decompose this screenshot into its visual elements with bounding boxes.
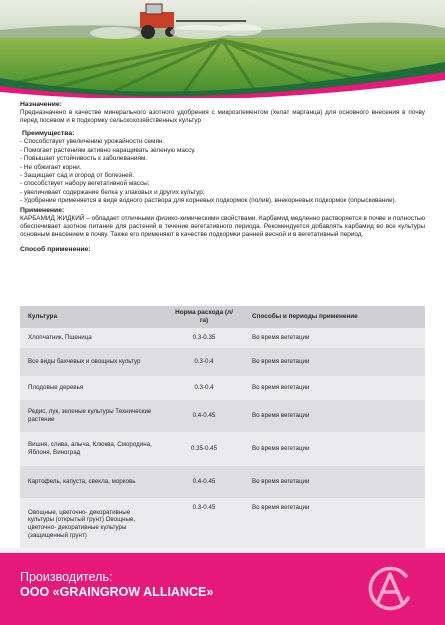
- table-cell-crop: Картофель, капуста, свекла, морковь: [20, 466, 164, 498]
- advantage-item: - увеличивает содержание белка у злаковых и других культур;: [20, 188, 205, 196]
- advantage-item: - Помогает растениям активно наращивать зеленую массу.: [20, 146, 196, 154]
- table-cell-crop: Вишня, слива, алыча, Клюква, Смородина, Яблоня, Виноград: [20, 432, 164, 466]
- table-cell-rate: 0.4-0.45: [164, 466, 244, 498]
- table-cell-rate: 0.3-0.45: [164, 498, 244, 550]
- manufacturer-name: ООО «GRAINGROW ALLIANCE»: [20, 585, 214, 599]
- table-row: [20, 400, 425, 432]
- application-text: КАРБАМИД ЖИДКИЙ – обладает отличными физико-химическими свойствами. Карбамид медленно растворяется в почве и полностью обеспечивает азотное питание для растений в течение вегетативного периода. Рекомендуется добавлять карбамид во все культуры основным внесением в почву. Также его применяют в качестве подкормки ранней весной и в вегетативный период.: [20, 214, 425, 239]
- advantage-item: - Способствует увеличению урожайности семян.: [20, 138, 165, 146]
- table-cell-crop: Овощные, цветочно- декоративные культуры (открытый грунт) Овощные, цветочно- декоративные культуры (защищенный грунт): [20, 498, 164, 550]
- table-cell-period: Во время вегетации: [244, 348, 425, 376]
- advantage-item: - способствует набору вегетативной массы;: [20, 180, 150, 188]
- header-photo: [0, 0, 445, 98]
- footer: [0, 548, 445, 625]
- application-table: [20, 306, 425, 550]
- advantage-item: - Защищает сад и огород от болезней.: [20, 172, 135, 180]
- table-cell-period: Во время вегетации: [244, 400, 425, 432]
- table-header-period: Способы и периоды применение: [244, 306, 425, 328]
- table-header-crop: Культура: [20, 306, 164, 328]
- footer-divider: [0, 548, 445, 553]
- table-header-rate: Норма расхода (л/га): [164, 306, 244, 328]
- table-cell-rate: 0.35-0.45: [164, 432, 244, 466]
- manufacturer-label: Производитель:: [20, 570, 113, 584]
- table-cell-crop: Редис, лук, зеленые культуры Технические растение: [20, 400, 164, 432]
- advantage-item: - Удобрение применяется в виде водного раствора для корневых подкормок (полив), внекорневых подкормок (опрыскивание).: [20, 197, 397, 205]
- method-title: Способ применение:: [20, 246, 91, 254]
- table-cell-rate: 0.3-0.4: [164, 376, 244, 400]
- table-row: [20, 498, 425, 550]
- table-row: [20, 432, 425, 466]
- table-cell-period: Во время вегетации: [244, 328, 425, 348]
- purpose-title: Назначение:: [20, 101, 62, 108]
- table-cell-period: Во время вегетации: [244, 432, 425, 466]
- advantage-item: - Повышает устойчивость к заболеваниям.: [20, 155, 148, 163]
- table-cell-crop: Хлопчатник, Пшеница: [20, 328, 164, 348]
- table-row: [20, 376, 425, 400]
- advantages-list: [20, 138, 425, 205]
- description-section: [20, 100, 425, 254]
- table-row: [20, 328, 425, 348]
- table-cell-period: Во время вегетации: [244, 498, 425, 550]
- table-cell-rate: 0.3-0.35: [164, 328, 244, 348]
- table-cell-period: Во время вегетации: [244, 466, 425, 498]
- table-cell-period: Во время вегетации: [244, 376, 425, 400]
- advantage-item: - Не обжигает корни.: [20, 163, 82, 171]
- ga-logo-icon: [366, 564, 414, 612]
- table-row: [20, 466, 425, 498]
- table-cell-crop: Плодовые деревья: [20, 376, 164, 400]
- table-cell-crop: Все виды бахчевых и овощных культур: [20, 348, 164, 376]
- purpose-text: Предназначено в качестве минерального азотного удобрения с микроэлементом (хелат марганца) для основного внесения в почву перед посевом и в подкормку сельскохозяйственных культур: [20, 109, 425, 125]
- advantages-title: Преимущества:: [22, 130, 75, 138]
- table-cell-rate: 0.3-0.4: [164, 348, 244, 376]
- table-row: [20, 348, 425, 376]
- table-cell-rate: 0.4-0.45: [164, 400, 244, 432]
- application-title: Применение:: [20, 206, 65, 214]
- field-tractor-illustration: [0, 0, 445, 98]
